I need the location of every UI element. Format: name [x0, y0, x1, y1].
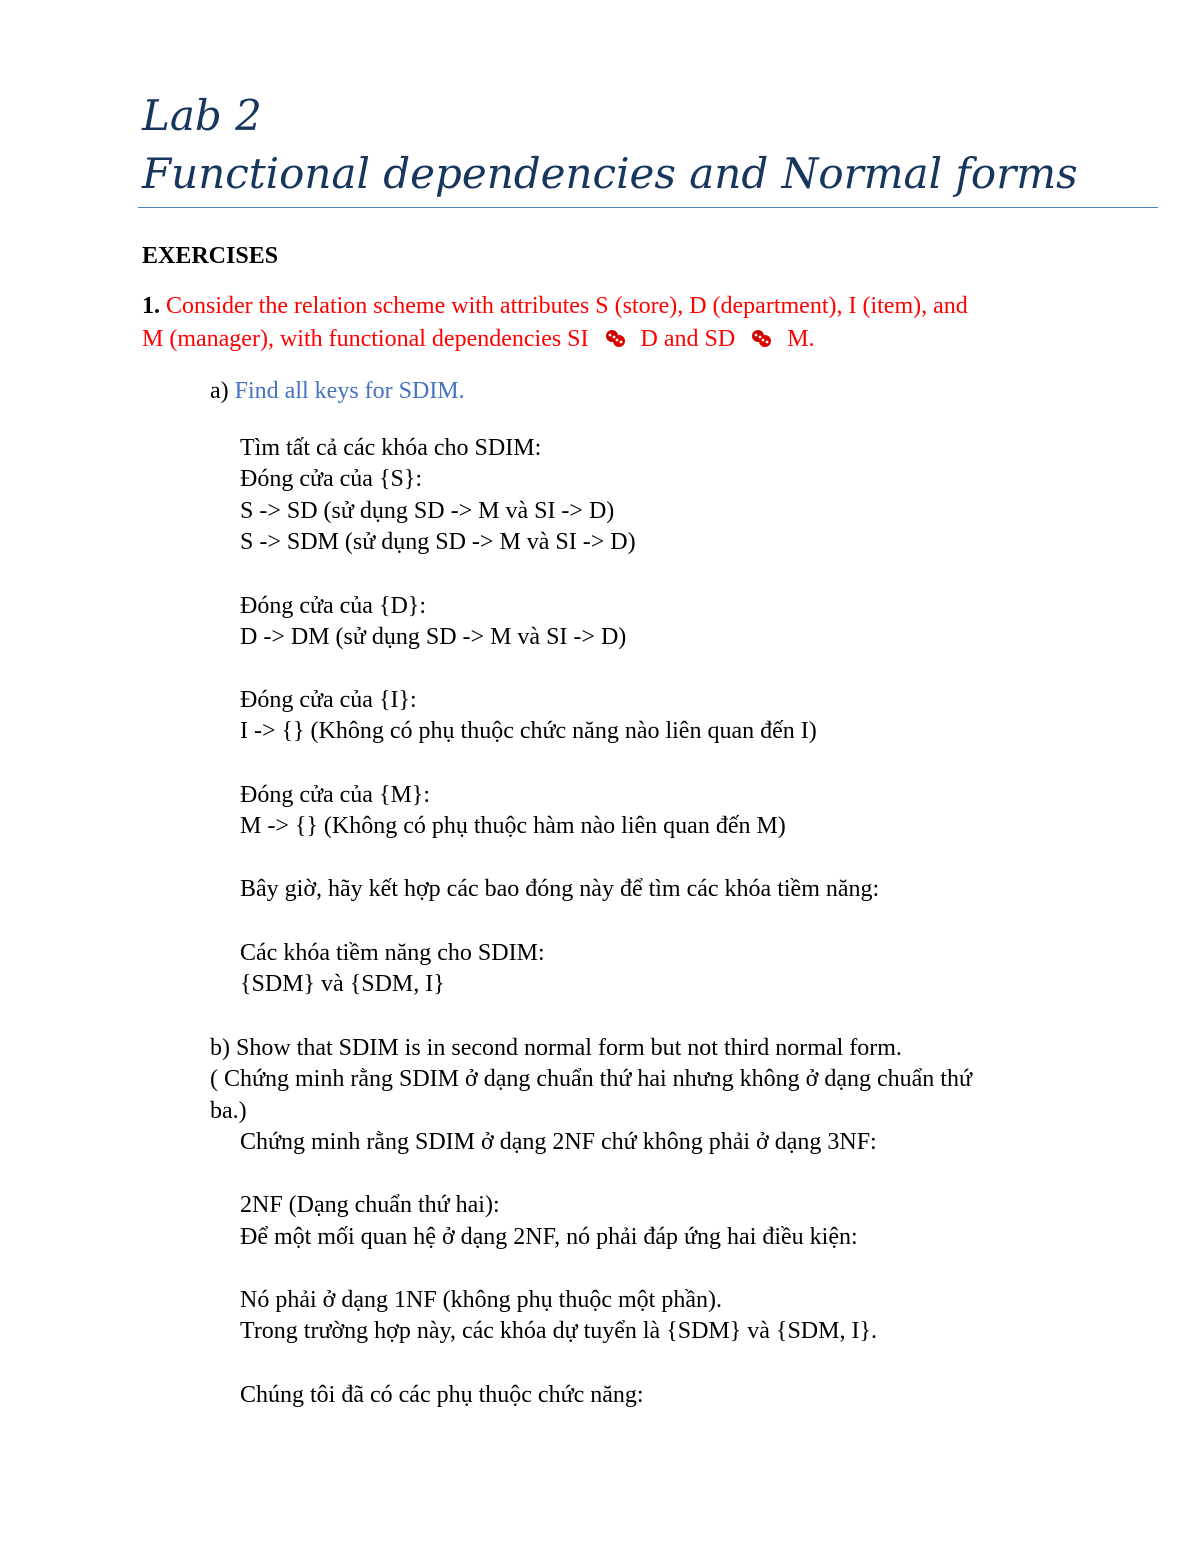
part-a-line: Đóng cửa của {M}: [240, 782, 430, 808]
part-b-question: b) Show that SDIM is in second normal form but not third normal form. [210, 1035, 902, 1061]
part-a-line: Các khóa tiềm năng cho SDIM: [240, 940, 545, 966]
part-b-line: Chứng minh rằng SDIM ở dạng 2NF chứ không phải ở dạng 3NF: [240, 1129, 877, 1155]
part-a-line: S -> SDM (sử dụng SD -> M và SI -> D) [240, 529, 636, 555]
part-a-question [210, 376, 465, 406]
part-a-line: D -> DM (sử dụng SD -> M và SI -> D) [240, 624, 627, 650]
problem-text-part-3: M. [787, 326, 815, 352]
part-a-line: {SDM} và {SDM, I} [240, 971, 445, 997]
problem-1-line-1 [142, 291, 968, 321]
part-a-line: Bây giờ, hãy kết hợp các bao đóng này để tìm các khóa tiềm năng: [240, 876, 880, 902]
problem-1-line-2 [142, 324, 815, 354]
problem-text: Consider the relation scheme with attributes S (store), D (department), I (item), and [166, 293, 968, 319]
part-b-translation: ( Chứng minh rằng SDIM ở dạng chuẩn thứ hai nhưng không ở dạng chuẩn thứ [210, 1066, 972, 1092]
part-a-label: a) [210, 378, 229, 404]
problem-text-part-1: M (manager), with functional dependencies SI [142, 326, 589, 352]
dependency-arrow-icon [751, 329, 773, 349]
part-a-line: M -> {} (Không có phụ thuộc hàm nào liên quan đến M) [240, 813, 786, 839]
problem-text-part-2: D and SD [640, 326, 736, 352]
part-b-translation: ba.) [210, 1098, 247, 1124]
part-b-line: Chúng tôi đã có các phụ thuộc chức năng: [240, 1382, 644, 1408]
part-b-line: Nó phải ở dạng 1NF (không phụ thuộc một phần). [240, 1287, 722, 1313]
part-a-line: Đóng cửa của {D}: [240, 593, 426, 619]
doc-subtitle: Functional dependencies and Normal forms [142, 149, 1078, 198]
part-b-line: Để một mối quan hệ ở dạng 2NF, nó phải đáp ứng hai điều kiện: [240, 1224, 858, 1250]
exercises-heading: EXERCISES [142, 243, 279, 269]
part-a-line: Tìm tất cả các khóa cho SDIM: [240, 435, 542, 461]
part-b-line: 2NF (Dạng chuẩn thứ hai): [240, 1192, 500, 1218]
part-a-line: S -> SD (sử dụng SD -> M và SI -> D) [240, 498, 615, 524]
part-a-question-text: Find all keys for SDIM. [234, 378, 465, 404]
part-a-line: Đóng cửa của {S}: [240, 466, 423, 492]
part-a-line: Đóng cửa của {I}: [240, 687, 417, 713]
part-a-line: I -> {} (Không có phụ thuộc chức năng nào liên quan đến I) [240, 718, 817, 744]
title-divider [138, 207, 1158, 208]
dependency-arrow-icon [605, 329, 627, 349]
problem-number: 1. [142, 293, 160, 319]
part-b-line: Trong trường hợp này, các khóa dự tuyển là {SDM} và {SDM, I}. [240, 1318, 877, 1344]
doc-title: Lab 2 [142, 91, 262, 140]
